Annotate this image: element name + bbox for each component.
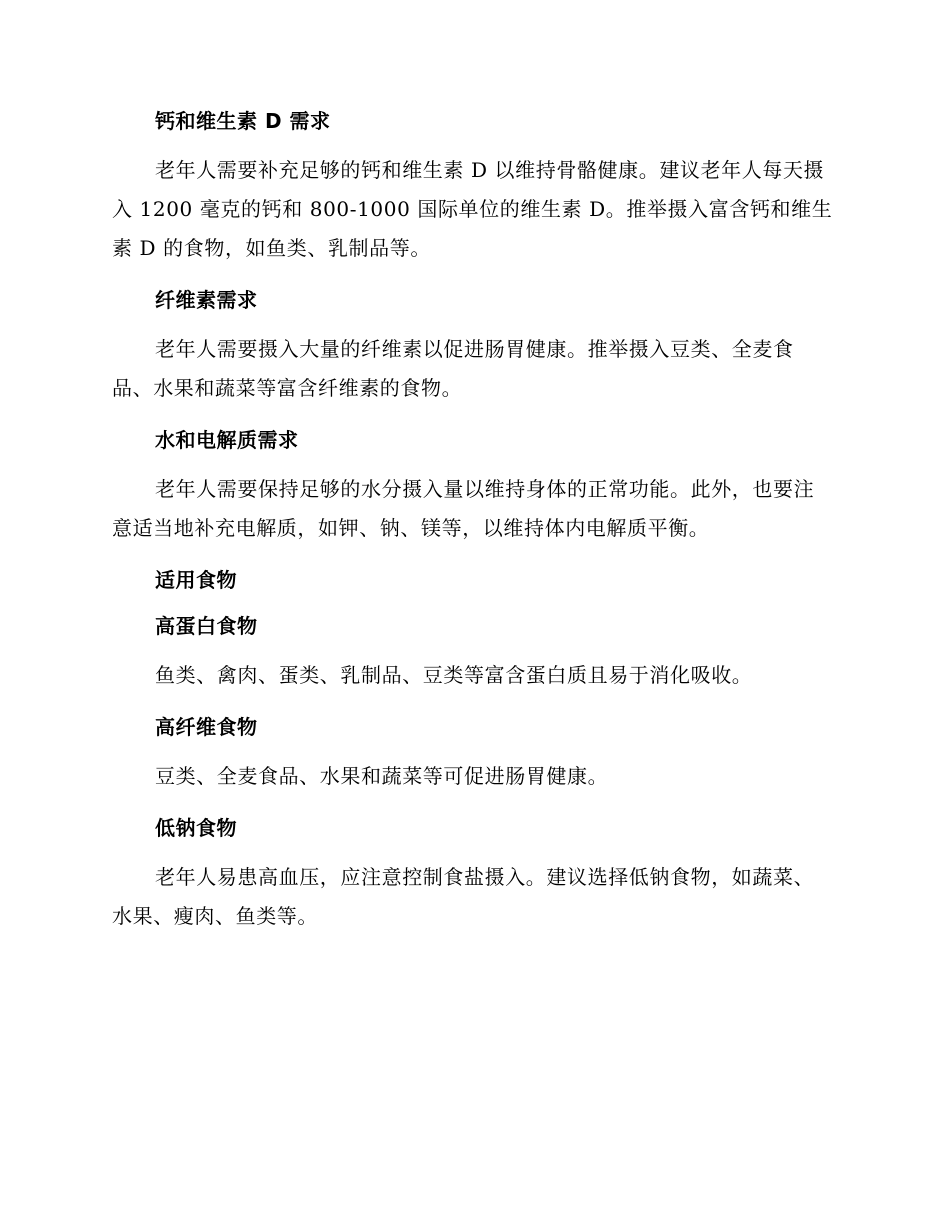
heading-suitable-foods: 适用食物 xyxy=(155,568,237,592)
paragraph-water-electrolytes: 老年人需要保持足够的水分摄入量以维持身体的正常功能。此外，也要注意适当地补充电解质，如钾、钠、镁等，以维持体内电解质平衡。 xyxy=(112,477,815,540)
heading-high-fiber: 高纤维食物 xyxy=(155,715,258,739)
heading-high-protein: 高蛋白食物 xyxy=(155,614,258,638)
heading-water-electrolytes: 水和电解质需求 xyxy=(155,428,299,452)
paragraph-high-protein: 鱼类、禽肉、蛋类、乳制品、豆类等富含蛋白质且易于消化吸收。 xyxy=(155,663,753,687)
paragraph-calcium-vitamin-d: 老年人需要补充足够的钙和维生素 D 以维持骨骼健康。建议老年人每天摄入 1200 毫克的钙和 800-1000 国际单位的维生素 D。推举摄入富含钙和维生素 D 的食物，如鱼类、乳制品等。 xyxy=(112,158,833,260)
paragraph-fiber: 老年人需要摄入大量的纤维素以促进肠胃健康。推举摄入豆类、全麦食品、水果和蔬菜等富含纤维素的食物。 xyxy=(112,337,794,400)
heading-fiber: 纤维素需求 xyxy=(155,288,258,312)
heading-calcium-vitamin-d: 钙和维生素 D 需求 xyxy=(155,109,331,133)
paragraph-low-sodium: 老年人易患高血压，应注意控制食盐摄入。建议选择低钠食物，如蔬菜、水果、瘦肉、鱼类等。 xyxy=(112,865,815,928)
paragraph-high-fiber: 豆类、全麦食品、水果和蔬菜等可促进肠胃健康。 xyxy=(155,764,609,788)
document-page xyxy=(112,107,834,936)
heading-low-sodium: 低钠食物 xyxy=(155,816,237,840)
